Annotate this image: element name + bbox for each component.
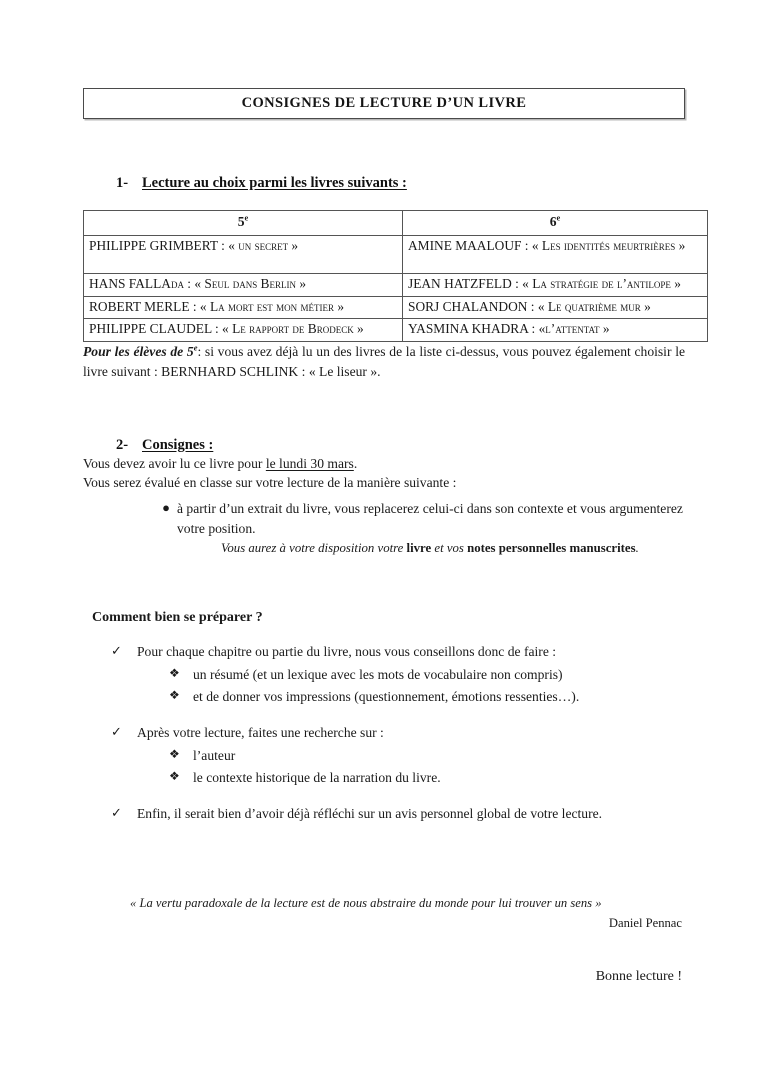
disposition-note-part-a: Vous aurez à votre disposition votre (221, 541, 407, 556)
deadline-prefix: Vous devez avoir lu ce livre pour (83, 455, 266, 471)
disposition-note (221, 540, 685, 558)
section-label-1: Lecture au choix parmi les livres suivants : (142, 175, 407, 191)
book-cell-5e: ROBERT MERLE : « La mort est mon métier » (84, 296, 403, 319)
quote-text: « La vertu paradoxale de la lecture est de nous abstraire du monde pour lui trouver un sens » (130, 895, 602, 910)
section-label-2: Consignes : (142, 436, 214, 453)
prepare-heading: Comment bien se préparer ? (92, 609, 263, 625)
footer-quote-block (130, 896, 685, 931)
closing-text: Bonne lecture ! (595, 968, 682, 984)
table-row (84, 235, 708, 273)
prepare-subitem (169, 768, 685, 788)
disposition-note-bold-notes: notes personnelles manuscrites (467, 541, 636, 556)
table-row (84, 296, 708, 319)
column-header-6e-text: 6 (549, 214, 557, 229)
book-cell-5e: PHILIPPE CLAUDEL : « Le rapport de Brodeck » (84, 319, 403, 342)
book-cell-6e: JEAN HATZFELD : « La stratégie de l’antilope » (403, 273, 708, 296)
bullet-dot-icon: ● (162, 500, 170, 516)
prepare-item-2-text: Après votre lecture, faites une recherche sur : (137, 725, 384, 741)
table-header-row (84, 211, 708, 236)
disposition-note-part-c: . (635, 541, 639, 556)
section-number-1: 1- (116, 175, 129, 191)
ordinal-suffix: e (556, 212, 561, 223)
prepare-item-3 (111, 804, 685, 824)
column-header-5e-text: 5 (237, 214, 245, 229)
diamond-icon: ❖ (169, 746, 180, 761)
prepare-subitem-text: le contexte historique de la narration du livre. (193, 770, 441, 786)
document-title-box (83, 88, 685, 119)
diamond-icon: ❖ (169, 665, 180, 680)
prepare-item-2 (111, 723, 685, 743)
consignes-bullet-item (155, 499, 685, 538)
note-lead: Pour les élèves de 5 (83, 344, 194, 360)
note-lead-ordinal: e (193, 342, 198, 353)
book-cell-6e: AMINE MAALOUF : « Les identités meurtrières » (403, 235, 708, 273)
page-title: CONSIGNES DE LECTURE D’UN LIVRE (241, 95, 527, 111)
book-cell-5e: HANS FALLAda : « Seul dans Berlin » (84, 273, 403, 296)
deadline-paragraph (83, 454, 685, 473)
book-cell-5e: PHILIPPE GRIMBERT : « un secret » (84, 235, 403, 273)
section-heading-1 (116, 175, 685, 192)
prepare-subitem (169, 746, 685, 766)
prepare-item-1 (111, 642, 685, 662)
note-for-5e-paragraph (83, 342, 685, 381)
column-header-5e (84, 211, 403, 236)
evaluation-paragraph: Vous serez évalué en classe sur votre lecture de la manière suivante : (83, 475, 457, 491)
document-content (83, 88, 685, 985)
prepare-item-3-text: Enfin, il serait bien d’avoir déjà réfléchi sur un avis personnel global de votre lecture. (137, 806, 603, 822)
deadline-date: le lundi 30 mars (265, 455, 354, 471)
prepare-subitem (169, 687, 685, 707)
section-heading-2 (116, 437, 685, 454)
diamond-icon: ❖ (169, 688, 180, 703)
prepare-subitem (169, 665, 685, 685)
check-icon: ✓ (111, 805, 122, 821)
diamond-icon: ❖ (169, 769, 180, 784)
book-cell-6e: SORJ CHALANDON : « Le quatrième mur » (403, 296, 708, 319)
prepare-item-1-text: Pour chaque chapitre ou partie du livre, nous vous conseillons donc de faire : (137, 643, 557, 659)
table-row (84, 273, 708, 296)
prepare-subitem-text: l’auteur (193, 747, 236, 763)
check-icon: ✓ (111, 724, 122, 740)
consignes-bullet-text: à partir d’un extrait du livre, vous replacerez celui-ci dans son contexte et vous argumenterez votre position. (177, 501, 683, 536)
book-cell-6e: YASMINA KHADRA : «l’attentat » (403, 319, 708, 342)
section-number-2: 2- (116, 436, 129, 453)
quote-author: Daniel Pennac (608, 915, 682, 930)
table-row (84, 319, 708, 342)
prepare-subitem-text: et de donner vos impressions (questionnement, émotions ressenties…). (193, 689, 580, 705)
note-rest: : si vous avez déjà lu un des livres de la liste ci-dessus, vous pouvez également choisir le livre suivant : (83, 344, 685, 379)
deadline-suffix: . (353, 455, 358, 471)
ordinal-suffix: e (244, 212, 249, 223)
note-tail: : « Le liseur ». (298, 363, 381, 379)
disposition-note-bold-livre: livre (406, 541, 432, 556)
prepare-subitem-text: un résumé (et un lexique avec les mots de vocabulaire non compris) (193, 666, 563, 682)
disposition-note-part-b: et vos (431, 541, 468, 556)
check-icon: ✓ (111, 642, 122, 658)
books-table (83, 210, 708, 342)
column-header-6e (403, 211, 708, 236)
note-author: BERNHARD SCHLINK (161, 363, 299, 379)
